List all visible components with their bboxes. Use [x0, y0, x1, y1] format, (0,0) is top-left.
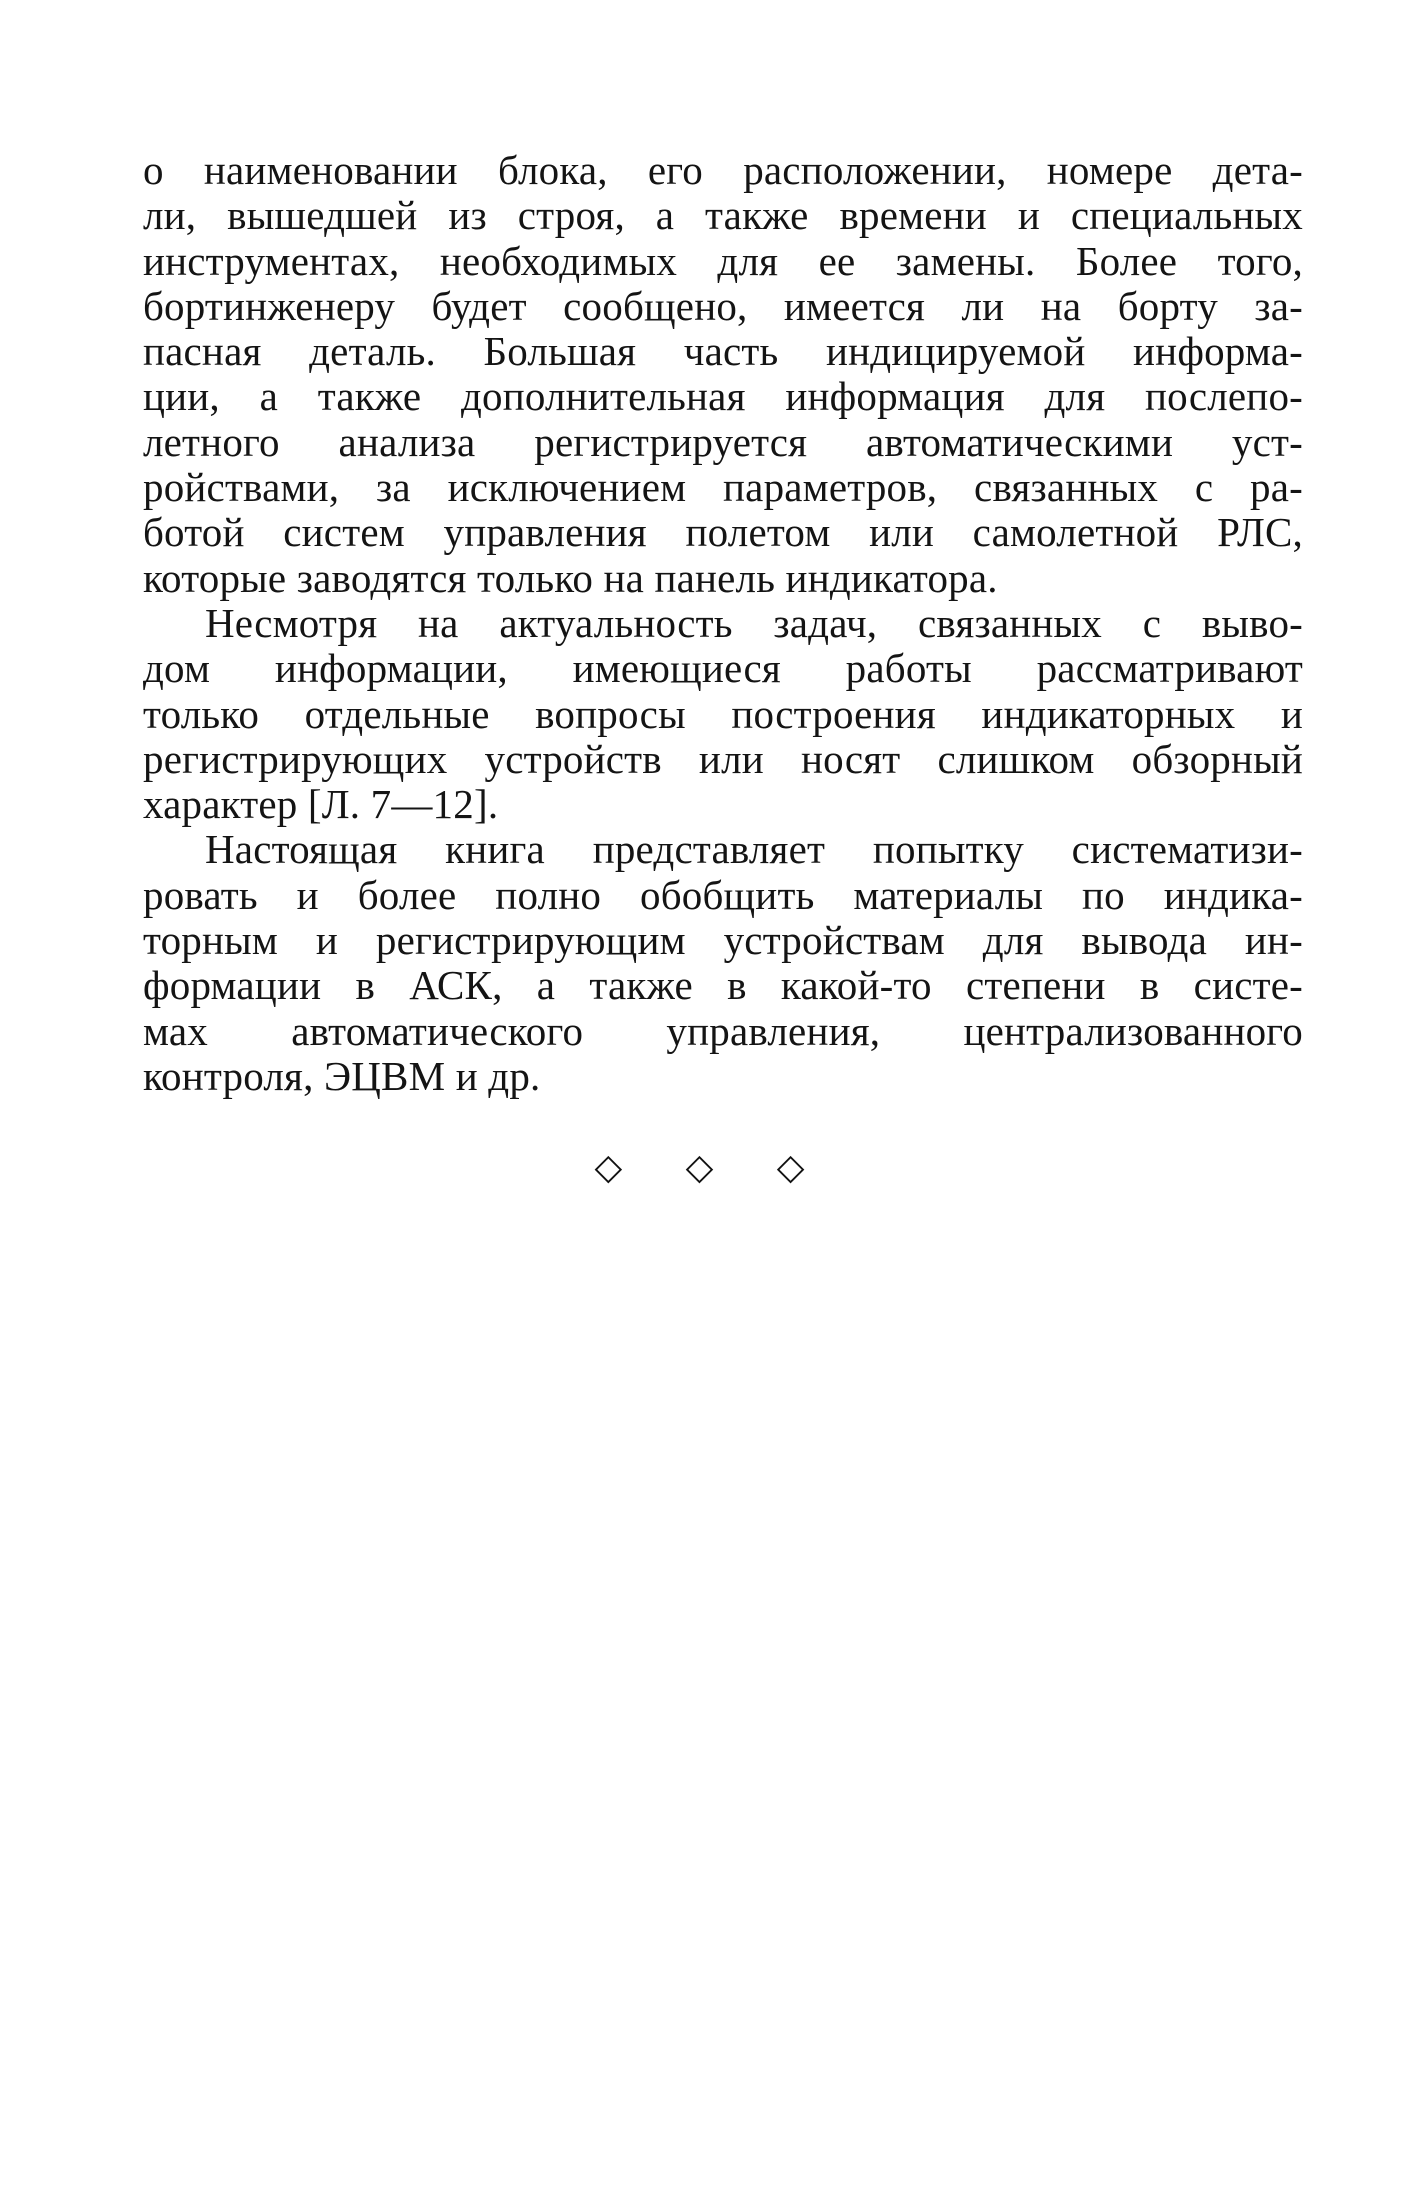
text-line: мах автоматического управления, централизованного	[143, 1007, 1303, 1054]
text-line: пасная деталь. Большая часть индицируемой информа-	[143, 328, 1303, 375]
text-line: только отдельные вопросы построения индикаторных и	[143, 690, 1303, 737]
text-line: ли, вышедшей из строя, а также времени и специальных	[143, 192, 1303, 239]
text-line: ровать и более полно обобщить материалы по индика-	[143, 871, 1303, 918]
paragraph-2	[143, 601, 1303, 827]
text-line: инструментах, необходимых для ее замены. Более того,	[143, 237, 1303, 284]
paragraph-3	[143, 827, 1303, 1099]
text-line: ройствами, за исключением параметров, связанных с ра-	[143, 464, 1303, 511]
paragraph-1	[143, 148, 1303, 601]
text-line: летного анализа регистрируется автоматическими уст-	[143, 418, 1303, 465]
text-line: дом информации, имеющиеся работы рассматривают	[143, 645, 1303, 692]
text-line: ботой систем управления полетом или самолетной РЛС,	[143, 509, 1303, 556]
text-line: которые заводятся только на панель индикатора.	[143, 554, 998, 601]
text-line: торным и регистрирующим устройствам для вывода ин-	[143, 917, 1303, 964]
section-end-ornament: ◇ ◇ ◇	[594, 1147, 831, 1188]
text-line: регистрирующих устройств или носят слишком обзорный	[143, 735, 1303, 782]
body-text	[143, 148, 1303, 1099]
text-line: контроля, ЭЦВМ и др.	[143, 1052, 541, 1099]
text-line: бортинженеру будет сообщено, имеется ли на борту за-	[143, 282, 1303, 329]
text-line: характер [Л. 7—12].	[143, 781, 499, 828]
text-line: Несмотря на актуальность задач, связанных с выво-	[205, 599, 1303, 646]
text-line: формации в АСК, а также в какой-то степени в систе-	[143, 962, 1303, 1009]
text-line: Настоящая книга представляет попытку систематизи-	[205, 826, 1303, 873]
text-line: ции, а также дополнительная информация для послепо-	[143, 373, 1303, 420]
text-line: о наименовании блока, его расположении, номере дета-	[143, 147, 1303, 193]
